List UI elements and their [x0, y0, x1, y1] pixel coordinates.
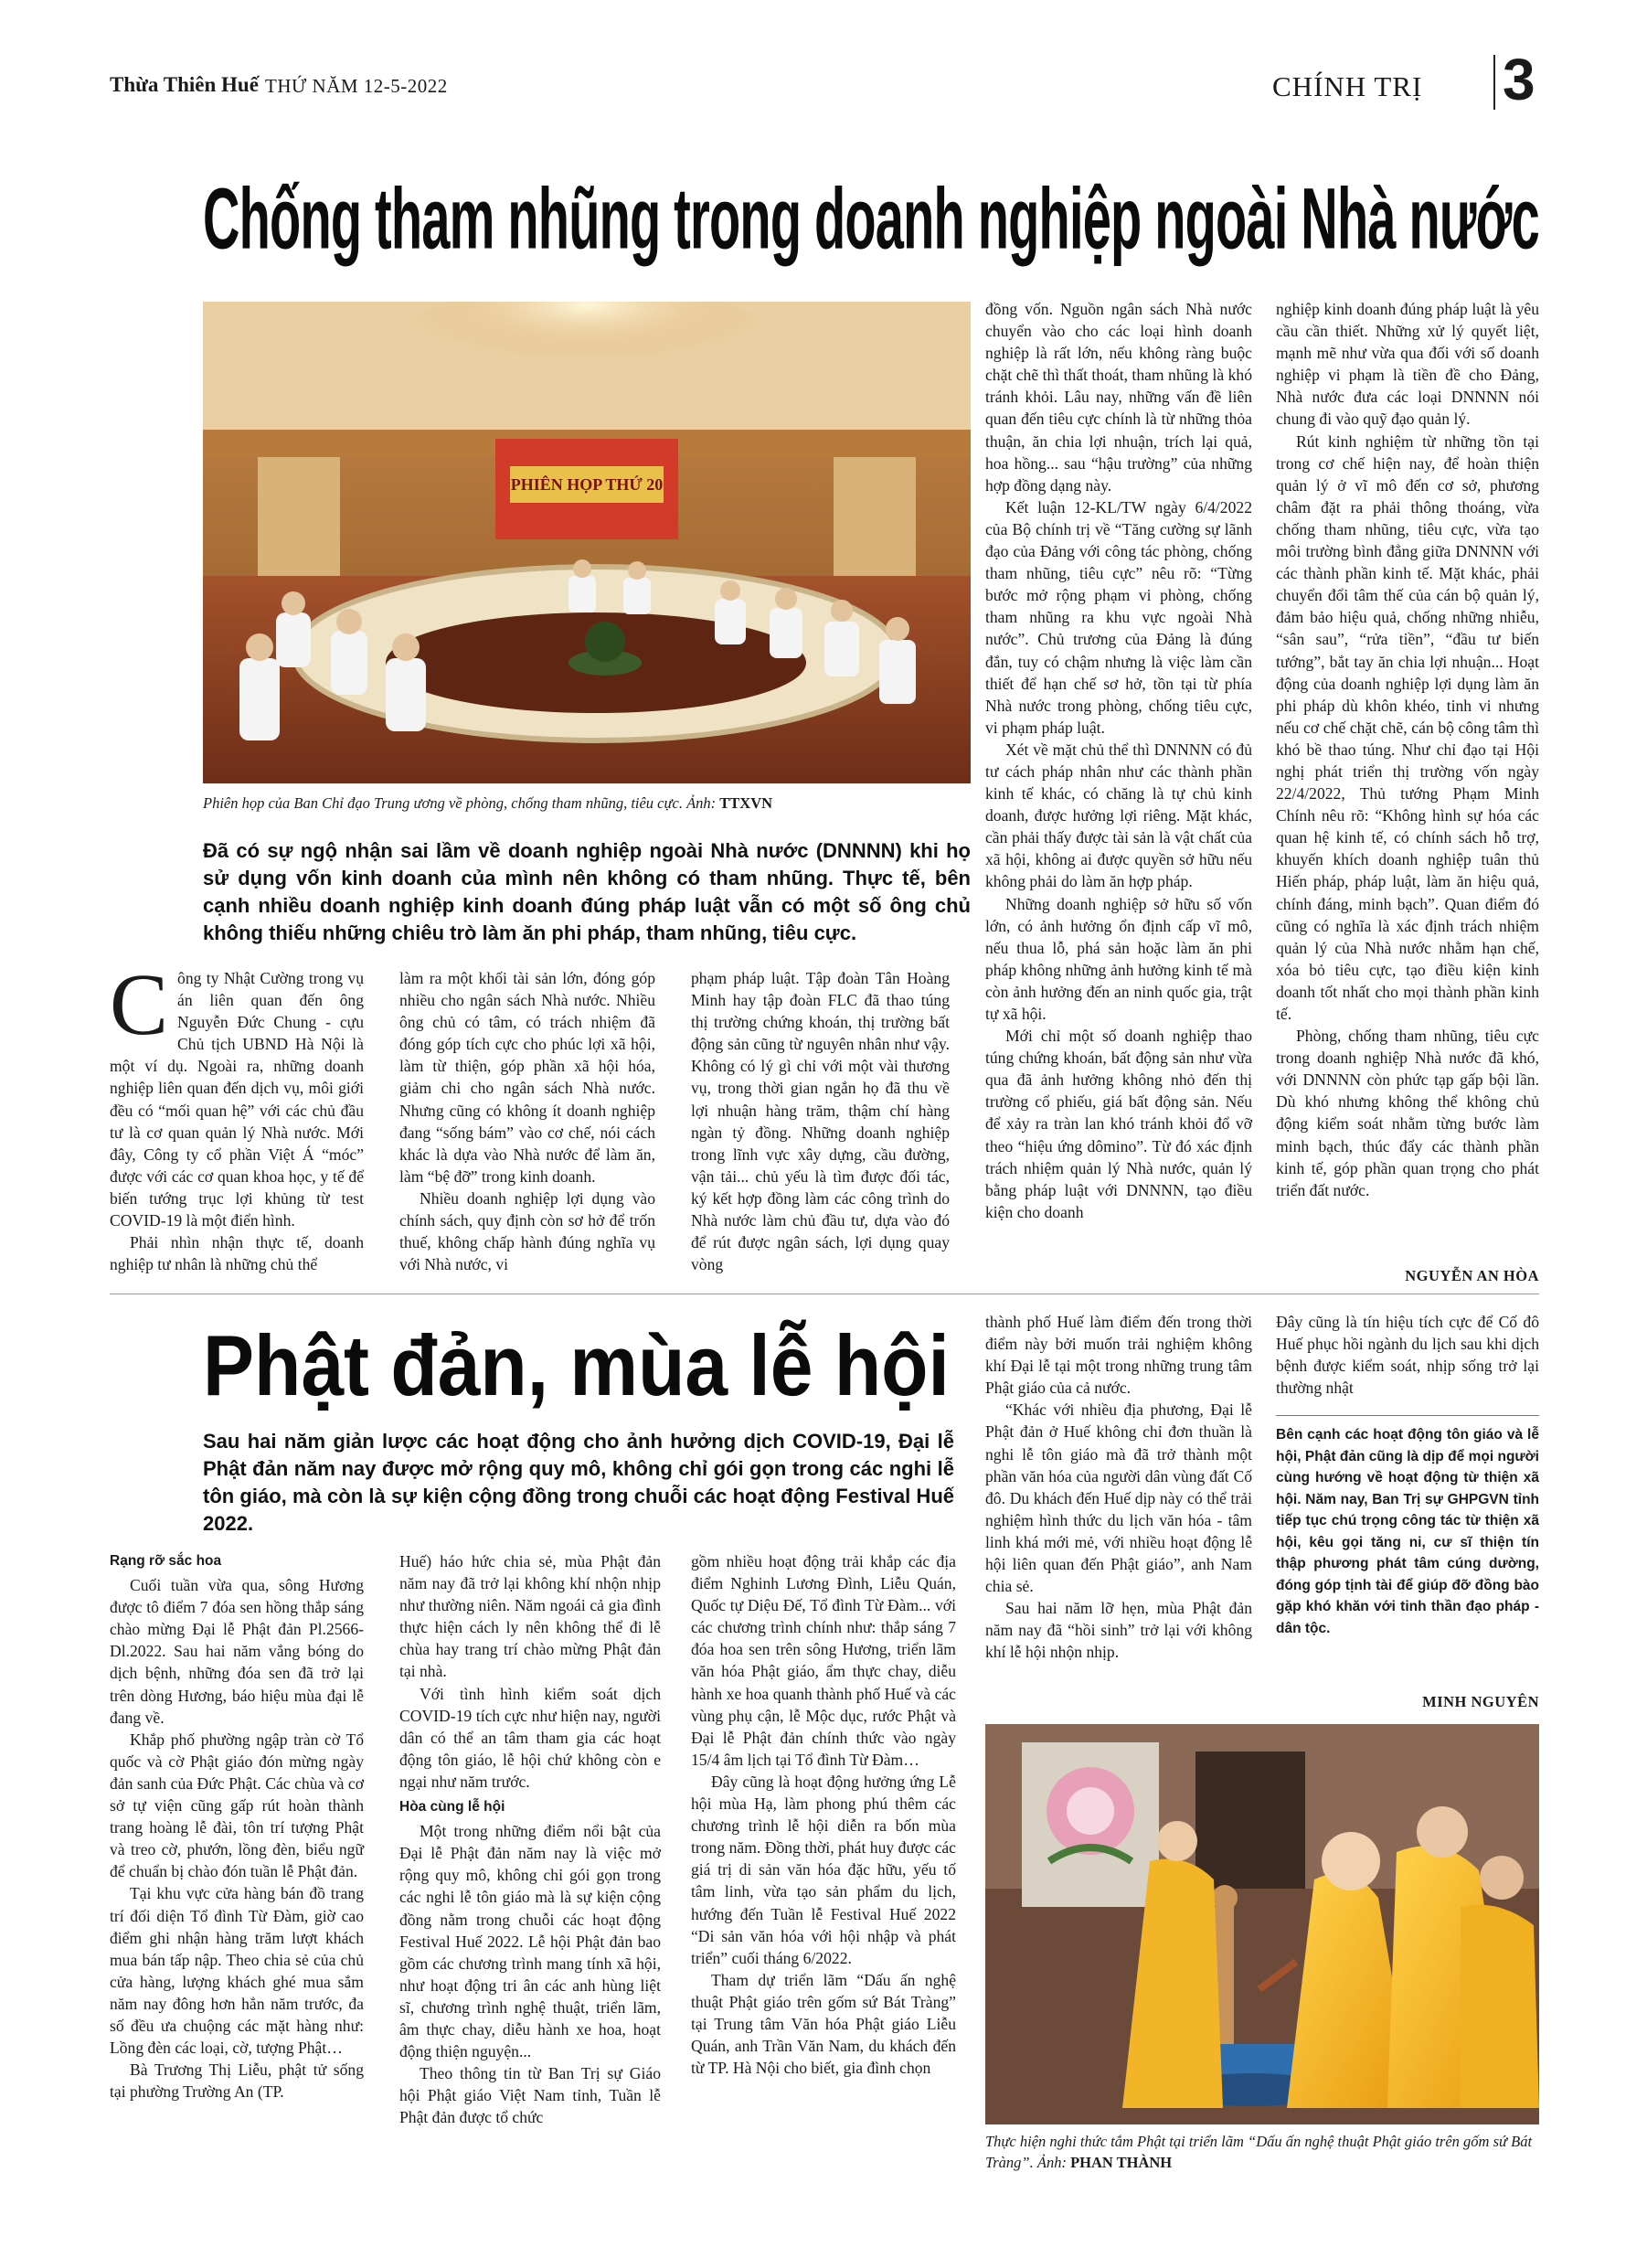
caption-credit: PHAN THÀNH — [1070, 2154, 1173, 2171]
article1-col-3 — [691, 967, 950, 1275]
article1-headline: Chống tham nhũng trong doanh nghiệp ngoài Nhà nước — [203, 170, 1539, 267]
article2-col-1 — [110, 1550, 364, 2103]
paragraph: làm ra một khối tài sản lớn, đóng góp nhiều cho ngân sách Nhà nước. Nhiều ông chủ có tâm, có trách nhiệm đã đóng góp tích cực cho phúc lợi xã hội, làm từ thiện, góp phần xã hội hóa, giảm chi cho ngân sách Nhà nước. Nhưng cũng có không ít doanh nghiệp đang “sống bám” vào cơ chế, nói cách khác là dựa vào Nhà nước để làm ăn, làm “bệ đỡ” trong kinh doanh. — [399, 969, 655, 1186]
masthead-brand: Thừa Thiên Huế — [110, 73, 259, 96]
paragraph: Theo thông tin từ Ban Trị sự Giáo hội Phật giáo Việt Nam tỉnh, Tuần lễ Phật đản được tổ chức — [399, 2064, 661, 2127]
article2-sapo: Sau hai năm giản lược các hoạt động cho ảnh hưởng dịch COVID-19, Đại lễ Phật đản năm nay được mở rộng quy mô, không chỉ gói gọn trong các nghi lễ tôn giáo, mà còn là sự kiện cộng đồng trong chuỗi các hoạt động Festival Huế 2022. — [203, 1430, 954, 1535]
header-page-divider — [1493, 55, 1495, 110]
paragraph: Xét về mặt chủ thể thì DNNNN có đủ tư cách pháp nhân như các thành phần kinh tế khác, có chăng là tự chủ kinh doanh, được hưởng lợi riêng. Mặt khác, cần phải thấy được tài sản là vật chất của xã hội, không ai được quyền sở hữu nếu không phải do làm ăn hợp pháp. — [985, 740, 1252, 891]
article2-col-2 — [399, 1550, 661, 2128]
paragraph: đồng vốn. Nguồn ngân sách Nhà nước chuyển vào cho các loại hình doanh nghiệp là rất lớn, nếu không ràng buộc chặt chẽ thì thất thoát, tham nhũng là khó tránh khỏi. Lâu nay, những vấn đề liên quan đến tiêu cực chính là từ những thỏa thuận, ăn chia lợi nhuận, trích lại quả, hoa hồng... sau “hậu trường” của những hợp đồng dạng này. — [985, 300, 1252, 495]
paragraph: Đây cũng là hoạt động hưởng ứng Lễ hội mùa Hạ, làm phong phú thêm các chương trình lễ hội diễn ra bốn mùa trong năm. Đồng thời, phát huy được các giá trị di sản văn hóa đặc hữu, yếu tố tâm linh, vừa tạo sản phẩm du lịch, hướng đến Tuần lễ Festival Huế 2022 “Di sản văn hóa với hội nhập và phát triển” cuối tháng 6/2022. — [691, 1772, 956, 1967]
box-divider — [1276, 1415, 1539, 1416]
caption-text: Phiên họp của Ban Chỉ đạo Trung ương về phòng, chống tham nhũng, tiêu cực. Ảnh: — [203, 794, 717, 812]
article2-sidebox: Bên cạnh các hoạt động tôn giáo và lễ hội, Phật đản cũng là dịp để mọi người cùng hướng về hoạt động từ thiện xã hội. Năm nay, Ban Trị sự GHPGVN tỉnh tiếp tục chú trọng công tác từ thiện xã hội, kêu gọi tăng ni, cư sĩ thiện tín thập phương phát tâm cúng dường, đóng góp tịnh tài để giúp đỡ đồng bào gặp khó khăn với tinh thần đạo pháp - dân tộc. — [1276, 1427, 1539, 1636]
paragraph: thành phố Huế làm điểm đến trong thời điểm này bởi muốn trải nghiệm không khí Đại lễ tại một trong những trung tâm Phật giáo của cả nước. — [985, 1313, 1252, 1398]
article2-col-5 — [1276, 1311, 1539, 1399]
bathing-buddha-illustration — [985, 1724, 1539, 2124]
photo-sign-text: PHIÊN HỌP THỨ 20 — [510, 475, 664, 494]
section-name: CHÍNH TRỊ — [1272, 70, 1423, 102]
paragraph: ông ty Nhật Cường trong vụ án liên quan đến ông Nguyễn Đức Chung - cựu Chủ tịch UBND Hà Nội là một ví dụ. Ngoài ra, những doanh nghiệp liên quan đến dịch vụ, môi giới đều có “mối quan hệ” với các chủ đầu tư là cơ quan quản lý Nhà nước. Mới đây, Công ty cổ phần Việt Á “móc” được với các cơ quan khoa học, y tế để biến tướng trục lợi khủng từ test COVID-19 là một điển hình. — [110, 969, 364, 1230]
paragraph: Rút kinh nghiệm từ những tồn tại trong cơ chế hiện nay, để hoàn thiện quản lý ở vĩ mô đến cơ sở, phương châm đặt ra phải thông thoáng, vừa chống tham nhũng, tiêu cực, vừa tạo môi trường bình đẳng giữa DNNNN với các thành phần kinh tế. Mặt khác, phải chuyển đổi tâm thế của cán bộ quản lý, đảm bảo hiệu quả, chống những nhiễu, “sân sau”, “rửa tiền”, “đầu tư biến tướng”, bắt tay ăn chia lợi nhuận... Hoạt động của doanh nghiệp lợi dụng làm ăn phi pháp dù khôn khéo, tinh vi nhưng nếu cơ chế chặt chẽ, cán bộ công tâm thì khó bề thao túng. Như chỉ đạo tại Hội nghị phát triển thị trường vốn ngày 22/4/2022, Thủ tướng Phạm Minh Chính nêu rõ: “Không hình sự hóa các quan hệ kinh tế, có chính sách hỗ trợ, khuyến khích doanh nghiệp tuân thủ Hiến pháp, pháp luật, làm ăn hiệu quả, chính đáng, minh bạch”. Quan điểm đó cũng có nghĩa là xác định trách nhiệm quản lý của Nhà nước nhằm hạn chế, xóa bỏ tiêu cực, tạo điều kiện kinh doanh tốt nhất cho mọi thành phần kinh tế. — [1276, 431, 1539, 1023]
article2-col-3 — [691, 1550, 956, 2079]
article2-col-4 — [985, 1311, 1252, 1664]
paragraph: Nhiều doanh nghiệp lợi dụng vào chính sách, quy định còn sơ hở để trốn thuế, không chấp hành đúng nghĩa vụ với Nhà nước, vi — [399, 1188, 655, 1274]
paragraph: Phòng, chống tham nhũng, tiêu cực trong doanh nghiệp Nhà nước đã khó, với DNNNN còn phức tạp gấp bội lần. Dù khó nhưng không thể không chủ động kiểm soát nhằm từng bước làm minh bạch, thúc đẩy các thành phần kinh tế, góp phần quan trọng cho phát triển đất nước. — [1276, 1027, 1539, 1199]
paragraph: Tham dự triển lãm “Dấu ấn nghệ thuật Phật giáo trên gốm sứ Bát Tràng” tại Trung tâm Văn hóa Phật giáo Liễu Quán, anh Trần Văn Nam, du khách đến từ TP. Hà Nội cho biết, gia đình chọn — [691, 1970, 956, 2078]
article1-author: NGUYỄN AN HÒA — [1405, 1267, 1539, 1284]
meeting-room-illustration — [203, 302, 971, 783]
article1-col-5 — [1276, 298, 1539, 1201]
paragraph: gồm nhiều hoạt động trải khắp các địa điểm Nghinh Lương Đình, Liễu Quán, Quốc tự Diệu Đế, Tổ đình Từ Đàm... với các chương trình chính như: thắp sáng 7 đóa hoa sen trên sông Hương, triển lãm văn hóa Phật giáo, ẩm thực chay, diễu hành xe hoa quanh thành phố Huế và các vùng phụ cận, lễ Mộc dục, rước Phật và Đại lễ Phật đản chính thức vào ngày 15/4 âm lịch tại Tổ đình Từ Đàm… — [691, 1552, 956, 1769]
article2-author: MINH NGUYÊN — [1422, 1693, 1539, 1710]
caption-text: Thực hiện nghi thức tắm Phật tại triển lãm “Dấu ấn nghệ thuật Phật giáo trên gốm sứ Bát Tràng”. Ảnh: — [985, 2133, 1533, 2171]
article1-col-2 — [399, 967, 655, 1275]
article2-headline: Phật đản, mùa lễ hội — [203, 1316, 950, 1414]
article1-col-1 — [110, 955, 364, 1275]
article1-col-4 — [985, 298, 1252, 1223]
paragraph: Kết luận 12-KL/TW ngày 6/4/2022 của Bộ chính trị về “Tăng cường sự lãnh đạo của Đảng với công tác phòng, chống tham nhũng, tiêu cực” nêu rõ: “Từng bước mở rộng phạm vi phòng, chống tham nhũng ra khu vực ngoài Nhà nước”. Chủ trương của Đảng là đúng đắn, tuy có chậm nhưng là việc làm cần thiết để hạn chế sơ hở, tồn tại từ phía Nhà nước trong phòng, chống tiêu cực, vi phạm pháp luật. — [985, 497, 1252, 737]
paragraph: Phải nhìn nhận thực tế, doanh nghiệp tư nhân là những chủ thể — [110, 1233, 364, 1274]
subheading: Rạng rỡ sắc hoa — [110, 1553, 222, 1569]
article2-photo — [985, 1724, 1539, 2124]
paragraph: Bà Trương Thị Liễu, phật tử sống tại phường Trường An (TP. — [110, 2060, 364, 2102]
paragraph: phạm pháp luật. Tập đoàn Tân Hoàng Minh hay tập đoàn FLC đã thao túng thị trường chứng khoán, thị trường bất động sản cũng từ nguyên nhân như vậy. Không có lý gì chỉ với một vài thương vụ, trong thời gian ngắn họ đã thu về lợi nhuận hàng trăm, thậm chí hàng ngàn tỷ đồng. Những doanh nghiệp trong lĩnh vực xây dựng, cầu đường, vận tải... chủ yếu là tìm được đối tác, ký kết hợp đồng làm các công trình do Nhà nước làm chủ đầu tư, dựa vào đó để rút được ngân sách, lợi dụng quay vòng — [691, 969, 950, 1274]
paragraph: Đây cũng là tín hiệu tích cực để Cố đô Huế phục hồi ngành du lịch sau khi dịch bệnh được kiểm soát, nhịp sống trở lại thường nhật — [1276, 1313, 1539, 1398]
caption-credit: TTXVN — [719, 794, 773, 812]
page-number: 3 — [1503, 47, 1535, 112]
paragraph: Tại khu vực cửa hàng bán đồ trang trí đối diện Tổ đình Từ Đàm, giờ cao điểm ghi nhận hàng trăm lượt khách mua bán tấp nập. Theo chia sẻ của chủ cửa hàng, lượng khách ghé mua sắm năm nay đông hơn hẳn năm trước, đa số đều ưa chuộng các mặt hàng như: Lồng đèn các loại, cờ, tượng Phật… — [110, 1884, 364, 2058]
article2-photo-caption — [985, 2131, 1539, 2173]
paragraph: Với tình hình kiểm soát dịch COVID-19 tích cực như hiện nay, người dân có thể an tâm tham gia các hoạt động tôn giáo, lễ hội chứ không còn e ngại như năm trước. — [399, 1684, 661, 1791]
subheading: Hòa cùng lễ hội — [399, 1799, 505, 1815]
paragraph: Huế) háo hức chia sẻ, mùa Phật đản năm nay đã trở lại không khí nhộn nhịp như thường niên. Năm ngoái cả gia đình thực hiện cách ly nên không thể đi lễ chùa hay trang trí chào mừng Phật đản tại nhà. — [399, 1552, 661, 1681]
issue-date: THỨ NĂM 12-5-2022 — [265, 75, 448, 97]
paragraph: nghiệp kinh doanh đúng pháp luật là yêu cầu cần thiết. Những xử lý quyết liệt, mạnh mẽ như vừa qua đối với số doanh nghiệp vi phạm là tiền đề cho Đảng, Nhà nước đưa các loại DNNNN nói chung đi vào quỹ đạo quản lý. — [1276, 300, 1539, 429]
article1-photo-caption — [203, 793, 971, 814]
dropcap: C — [110, 955, 169, 1053]
paragraph: Sau hai năm lỡ hẹn, mùa Phật đản năm nay đã “hồi sinh” trở lại với không khí lễ hội nhộn nhịp. — [985, 1599, 1252, 1662]
paragraph: Mới chỉ một số doanh nghiệp thao túng chứng khoán, bất động sản như vừa qua đã ảnh hưởng không nhỏ đến thị trường cổ phiếu, giá bất động sản. Nếu để xảy ra tràn lan khó tránh khỏi đổ vỡ theo “hiệu ứng dômino”. Từ đó xác định trách nhiệm quản lý Nhà nước, quản lý bằng pháp luật với DNNNN, tạo điều kiện cho doanh — [985, 1027, 1252, 1221]
article1-photo — [203, 302, 971, 783]
article1-sapo: Đã có sự ngộ nhận sai lầm về doanh nghiệp ngoài Nhà nước (DNNNN) khi họ sử dụng vốn kinh doanh của mình nên không có tham nhũng. Thực tế, bên cạnh nhiều doanh nghiệp kinh doanh đúng pháp luật vẫn có một số ông chủ không thiếu những chiêu trò làm ăn phi pháp, tham nhũng, tiêu cực. — [203, 839, 971, 944]
paragraph: Cuối tuần vừa qua, sông Hương được tô điểm 7 đóa sen hồng thắp sáng chào mừng Đại lễ Phật đản Pl.2566-Dl.2022. Sau hai năm vắng bóng do dịch bệnh, những đóa sen đã trở lại trên dòng Hương, báo hiệu mùa đại lễ đang về. — [110, 1576, 364, 1727]
paragraph: Một trong những điểm nổi bật của Đại lễ Phật đản năm nay là việc mở rộng quy mô, không chỉ gói gọn trong các nghi lễ tôn giáo mà là sự kiện cộng đồng nằm trong chuỗi các hoạt động Festival Huế 2022. Lễ hội Phật đản bao gồm các chương trình mang tính xã hội, như hoạt động tri ân các anh hùng liệt sĩ, chương trình nghệ thuật, triển lãm, âm thực chay, diễu hành xe hoa, hoạt động thiện nguyện... — [399, 1822, 661, 2061]
paragraph: Khắp phố phường ngập tràn cờ Tổ quốc và cờ Phật giáo đón mừng ngày đản sanh của Đức Phật. Các chùa và cơ sở tự viện cũng gấp rút hoàn thành trang hoàng lễ đài, tôn trí tượng Phật và treo cờ, phướn, lồng đèn, biểu ngữ để chuẩn bị chào đón tuần lễ Phật đản. — [110, 1730, 364, 1881]
paragraph: Những doanh nghiệp sở hữu số vốn lớn, có ảnh hưởng ổn định cấp vĩ mô, nếu thua lỗ, phá sản hoặc làm ăn phi pháp không những ảnh hưởng kinh tế mà còn ảnh hưởng đến an ninh quốc gia, trật tự xã hội. — [985, 894, 1252, 1023]
paragraph: “Khác với nhiều địa phương, Đại lễ Phật đản ở Huế không chỉ đơn thuần là nghi lễ tôn giáo mà đã trở thành một phần văn hóa của người dân vùng đất Cố đô. Du khách đến Huế dịp này có thể trải nghiệm hình thức du lịch văn hóa - tâm linh khá mới mẻ, với nhiều hoạt động lễ hội liên quan đến Phật giáo”, anh Nam chia sẻ. — [985, 1400, 1252, 1596]
